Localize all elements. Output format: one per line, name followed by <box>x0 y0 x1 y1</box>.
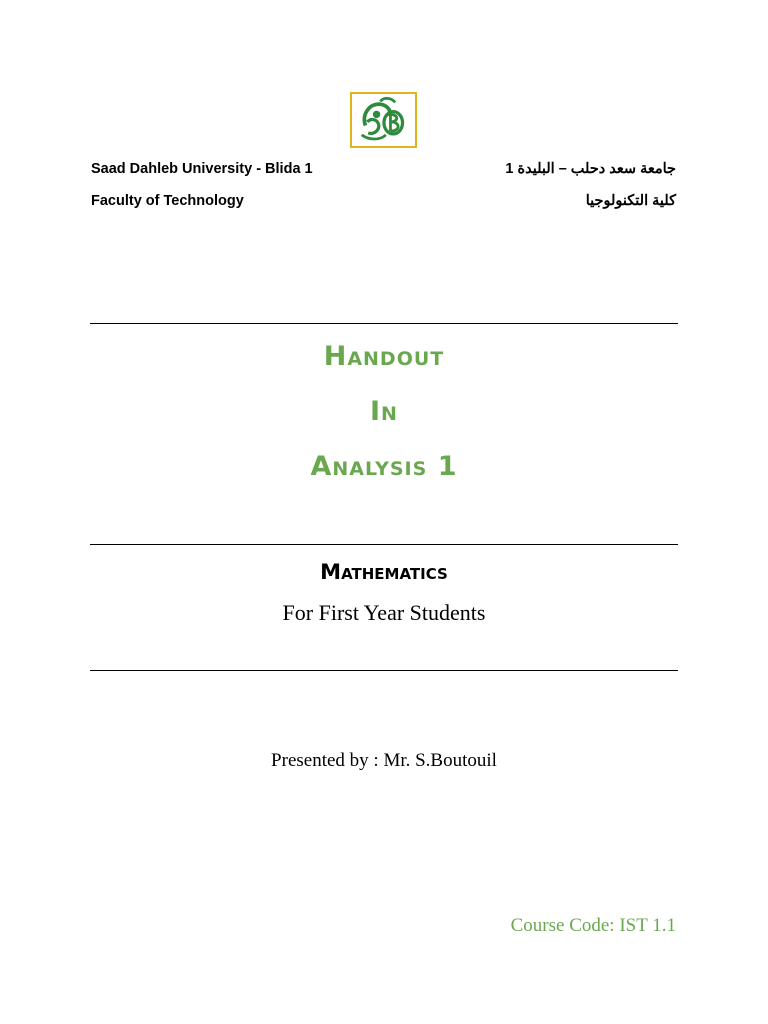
university-name-ar: جامعة سعد دحلب – البليدة 1 <box>505 161 676 177</box>
divider-middle <box>90 544 678 545</box>
university-logo-icon <box>352 94 415 146</box>
faculty-name-en: Faculty of Technology <box>91 193 244 209</box>
faculty-name-ar: كلية التكنولوجيا <box>585 193 676 209</box>
university-logo <box>350 92 417 148</box>
title-line-2: In <box>370 396 398 427</box>
subject-heading: Mathematics <box>320 560 448 584</box>
presenter-line: Presented by : Mr. S.Boutouil <box>271 750 497 771</box>
audience-subtitle: For First Year Students <box>282 600 486 625</box>
course-code: Course Code: IST 1.1 <box>510 915 676 936</box>
divider-bottom <box>90 670 678 671</box>
title-line-1: Handout <box>323 341 445 372</box>
divider-top <box>90 323 678 324</box>
university-name-en: Saad Dahleb University - Blida 1 <box>91 161 313 177</box>
title-line-3: Analysis 1 <box>310 451 458 482</box>
